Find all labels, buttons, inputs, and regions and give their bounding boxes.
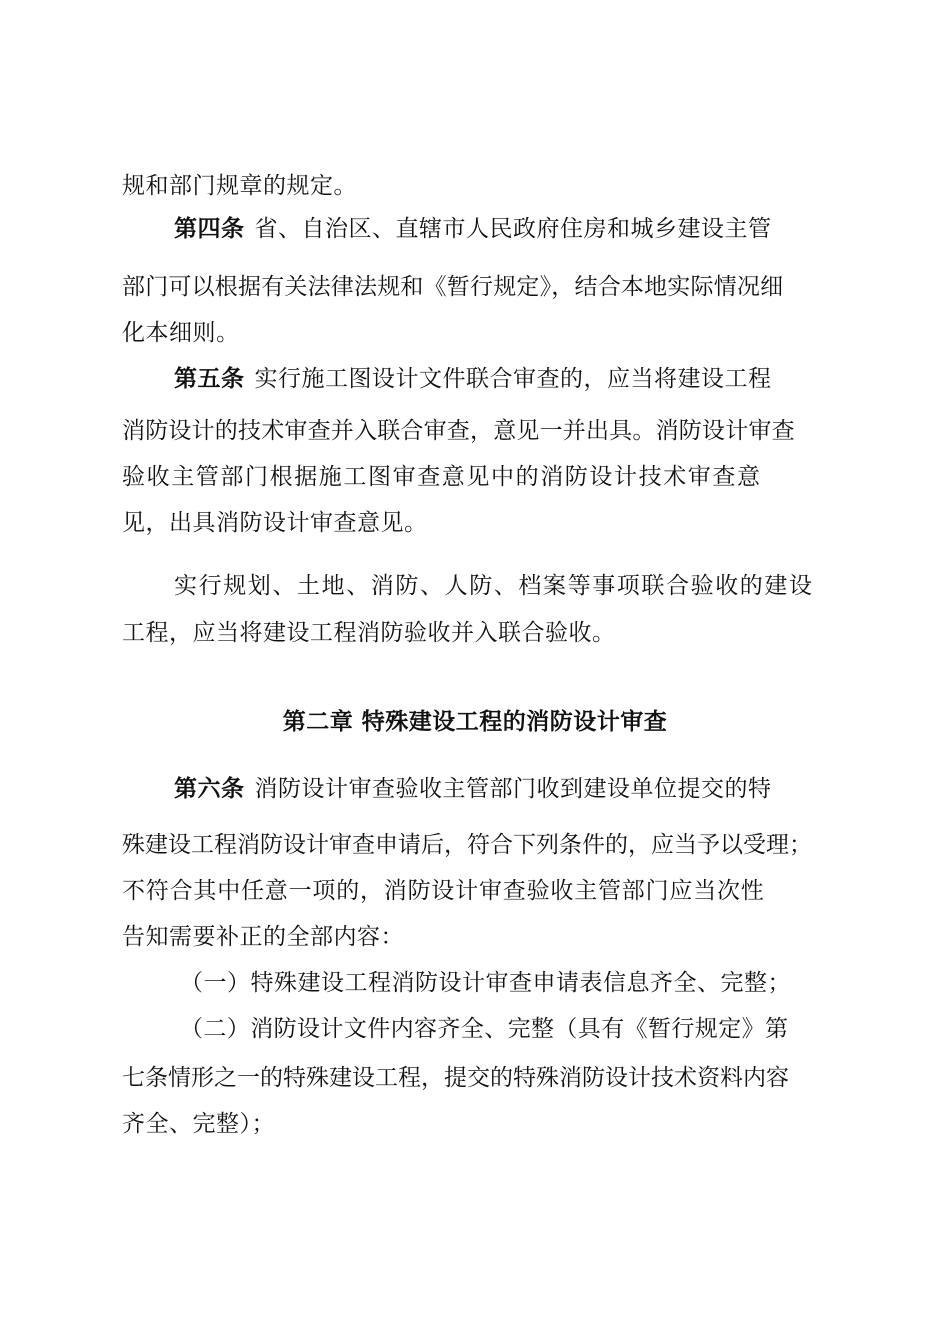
line-text: （二）消防设计文件内容齐全、完整（具有《暂行规定》第	[180, 1016, 789, 1042]
text-line	[122, 317, 240, 349]
line-text: 规和部门规章的规定。	[122, 173, 357, 199]
text-line	[122, 829, 812, 861]
line-text: 工程，应当将建设工程消防验收并入联合验收。	[122, 620, 616, 646]
line-text: 不符合其中任意一项的，消防设计审查验收主管部门应当次性	[122, 878, 765, 904]
text-line	[122, 415, 795, 447]
line-text: 消防设计审查验收主管部门收到建设单位提交的特	[254, 776, 772, 802]
text-line	[122, 921, 404, 953]
article-label: 第六条	[174, 776, 245, 802]
line-text: 省、自治区、直辖市人民政府住房和城乡建设主管	[254, 216, 772, 242]
text-line	[122, 617, 616, 649]
article-4-line	[174, 213, 772, 245]
line-text: 验收主管部门根据施工图审查意见中的消防设计技术审查意	[122, 464, 762, 490]
article-label: 第五条	[174, 366, 245, 392]
text-line	[122, 1062, 789, 1094]
article-5-line	[174, 363, 772, 395]
line-text: 实行规划、土地、消防、人防、档案等事项联合验收的建设	[174, 573, 814, 599]
text-line	[122, 170, 357, 202]
line-text: 齐全、完整）；	[122, 1111, 275, 1137]
text-line	[122, 1108, 275, 1140]
text-line	[122, 875, 765, 907]
line-text: （一）特殊建设工程消防设计审查申请表信息齐全、完整；	[180, 970, 791, 996]
line-text: 化本细则。	[122, 320, 240, 346]
line-text: 部门可以根据有关法律法规和《暂行规定》，结合本地实际情况细	[122, 274, 784, 300]
line-text: 见，出具消防设计审查意见。	[122, 510, 428, 536]
line-text: 消防设计的技术审查并入联合审查，意见一并出具。消防设计审查	[122, 418, 795, 444]
paragraph-line	[174, 570, 814, 602]
line-text: 告知需要补正的全部内容：	[122, 924, 404, 950]
list-item	[180, 967, 791, 999]
line-text: 七条情形之一的特殊建设工程，提交的特殊消防设计技术资料内容	[122, 1065, 789, 1091]
line-text: 实行施工图设计文件联合审查的，应当将建设工程	[254, 366, 772, 392]
chapter-heading: 第二章 特殊建设工程的消防设计审查	[282, 709, 668, 735]
article-label: 第四条	[174, 216, 245, 242]
list-item	[180, 1013, 788, 1045]
line-text: 殊建设工程消防设计审查申请后，符合下列条件的，应当予以受理；	[122, 832, 812, 858]
text-line	[122, 461, 762, 493]
text-line	[122, 271, 783, 303]
text-line	[122, 507, 428, 539]
article-6-line	[174, 773, 772, 805]
